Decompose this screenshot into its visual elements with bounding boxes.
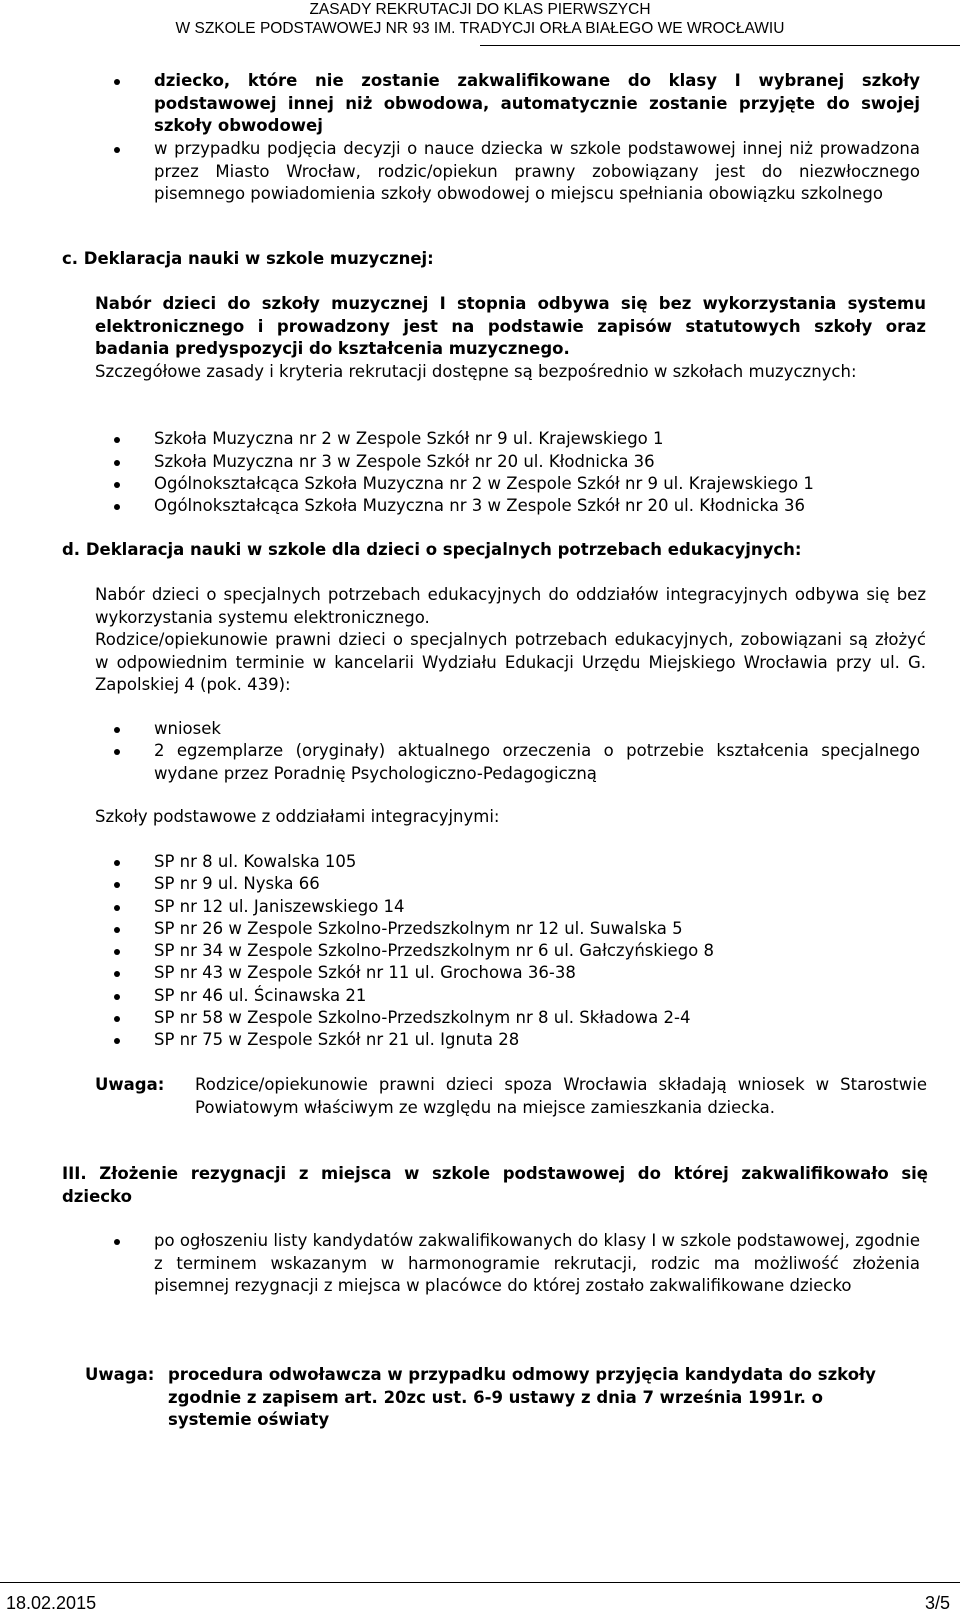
bullet-icon [114,504,120,510]
list-item [120,138,920,206]
bullet-icon [114,482,120,488]
section-c-heading: c. Deklaracja nauki w szkole muzycznej: [62,249,434,268]
final-note-label: Uwaga: [85,1365,155,1384]
bullet-icon [114,994,120,1000]
section-d-paragraph-1: Nabór dzieci o specjalnych potrzebach edukacyjnych do oddziałów integracyjnych odbywa się bez wykorzystania systemu elektronicznego. [95,585,926,627]
page-number: 3/5 [924,1593,950,1613]
list-item-text: SP nr 12 ul. Janiszewskiego 14 [154,897,405,916]
bullet-icon [114,927,120,933]
list-item [120,451,920,474]
bullet-icon [114,905,120,911]
list-item [120,1230,920,1298]
bullet-icon [114,971,120,977]
bullet-icon [114,460,120,466]
list-item [120,1007,920,1030]
integration-schools-intro: Szkoły podstawowe z oddziałami integracyjnymi: [95,807,500,826]
list-item-text: SP nr 26 w Zespole Szkolno-Przedszkolnym nr 12 ul. Suwalska 5 [154,919,683,938]
bullet-icon [114,727,120,733]
section-d-note-label: Uwaga: [95,1075,165,1094]
list-item [120,985,920,1008]
list-item [120,70,920,138]
section-c-paragraph: Szczegółowe zasady i kryteria rekrutacji dostępne są bezpośrednio w szkołach muzycznych: [95,362,857,381]
bullet-icon [114,437,120,443]
section-d-paragraph-2: Rodzice/opiekunowie prawni dzieci o specjalnych potrzebach edukacyjnych, zobowiązani są złożyć w odpowiednim terminie w kancelarii Wydziału Edukacji Urzędu Miejskiego Wrocławia przy ul. G. Zapolskiej 4 (pok. 439): [95,630,926,694]
list-item [120,428,920,451]
bullet-icon [114,147,120,153]
list-item [120,473,920,496]
list-item [120,1029,920,1052]
list-item-text: Ogólnokształcąca Szkoła Muzyczna nr 2 w Zespole Szkół nr 9 ul. Krajewskiego 1 [154,474,814,493]
section-c-bold-paragraph: Nabór dzieci do szkoły muzycznej I stopnia odbywa się bez wykorzystania systemu elektronicznego i prowadzony jest na podstawie zapisów statutowych szkoły oraz badania predyspozycji do kształcenia muzycznego. [95,294,926,358]
list-item-text: Ogólnokształcąca Szkoła Muzyczna nr 3 w Zespole Szkół nr 20 ul. Kłodnicka 36 [154,496,806,515]
bullet-icon [114,882,120,888]
list-item-text: Szkoła Muzyczna nr 3 w Zespole Szkół nr 20 ul. Kłodnicka 36 [154,452,655,471]
bullet-icon [114,1239,120,1245]
list-item-text: wniosek [154,719,221,738]
list-item-text: Szkoła Muzyczna nr 2 w Zespole Szkół nr 9 ul. Krajewskiego 1 [154,429,664,448]
list-item [120,740,920,785]
list-item-text: SP nr 58 w Zespole Szkolno-Przedszkolnym nr 8 ul. Składowa 2-4 [154,1008,691,1027]
list-item-text: SP nr 75 w Zespole Szkół nr 21 ul. Ignuta 28 [154,1030,520,1049]
list-item [120,896,920,919]
list-item [120,940,920,963]
list-item [120,873,920,896]
footer-date: 18.02.2015 [6,1593,97,1613]
section-d-heading: d. Deklaracja nauki w szkole dla dzieci o specjalnych potrzebach edukacyjnych: [62,540,802,559]
header-subtitle: W SZKOLE PODSTAWOWEJ NR 93 IM. TRADYCJI ORŁA BIAŁEGO WE WROCŁAWIU [175,20,785,37]
list-item-text: SP nr 8 ul. Kowalska 105 [154,852,357,871]
list-item-text: SP nr 9 ul. Nyska 66 [154,874,320,893]
list-item [120,962,920,985]
final-note-text: procedura odwoławcza w przypadku odmowy przyjęcia kandydata do szkoły zgodnie z zapisem art. 20zc ust. 6-9 ustawy z dnia 7 września 1991r. o systemie oświaty [168,1365,876,1429]
page-header [0,0,960,38]
footer-divider [0,1582,960,1583]
section-iii-heading: III. Złożenie rezygnacji z miejsca w szkole podstawowej do której zakwalifikowało się dziecko [62,1164,928,1206]
list-item-text: dziecko, które nie zostanie zakwalifikowane do klasy I wybranej szkoły podstawowej innej niż obwodowa, automatycznie zostanie przyjęte do swojej szkoły obwodowej [154,71,920,135]
bullet-icon [114,949,120,955]
bullet-icon [114,860,120,866]
bullet-icon [114,1016,120,1022]
header-divider [480,45,960,46]
list-item-text: po ogłoszeniu listy kandydatów zakwalifikowanych do klasy I w szkole podstawowej, zgodnie z terminem wskazanym w harmonogramie rekrutacji, rodzic ma możliwość złożenia pisemnej rezygnacji z miejsca w placówce do której zostało zakwalifikowane dziecko [154,1231,920,1295]
list-item [120,918,920,941]
list-item-text: w przypadku podjęcia decyzji o nauce dziecka w szkole podstawowej innej niż prowadzona przez Miasto Wrocław, rodzic/opiekun prawny zobowiązany jest do niezwłocznego pisemnego powiadomienia szkoły obwodowej o miejscu spełniania obowiązku szkolnego [154,139,920,203]
list-item-text: 2 egzemplarze (oryginały) aktualnego orzeczenia o potrzebie kształcenia specjalnego wydane przez Poradnię Psychologiczno-Pedagogiczną [154,741,920,783]
list-item [120,718,920,741]
list-item-text: SP nr 43 w Zespole Szkół nr 11 ul. Grochowa 36-38 [154,963,576,982]
bullet-icon [114,1038,120,1044]
bullet-icon [114,79,120,85]
list-item [120,495,920,518]
section-d-note-text: Rodzice/opiekunowie prawni dzieci spoza Wrocławia składają wniosek w Starostwie Powiatowym właściwym ze względu na miejsce zamieszkania dziecka. [195,1075,927,1117]
bullet-icon [114,749,120,755]
header-title: ZASADY REKRUTACJI DO KLAS PIERWSZYCH [309,1,651,18]
list-item-text: SP nr 34 w Zespole Szkolno-Przedszkolnym nr 6 ul. Gałczyńskiego 8 [154,941,715,960]
list-item-text: SP nr 46 ul. Ścinawska 21 [154,986,367,1005]
list-item [120,851,920,874]
